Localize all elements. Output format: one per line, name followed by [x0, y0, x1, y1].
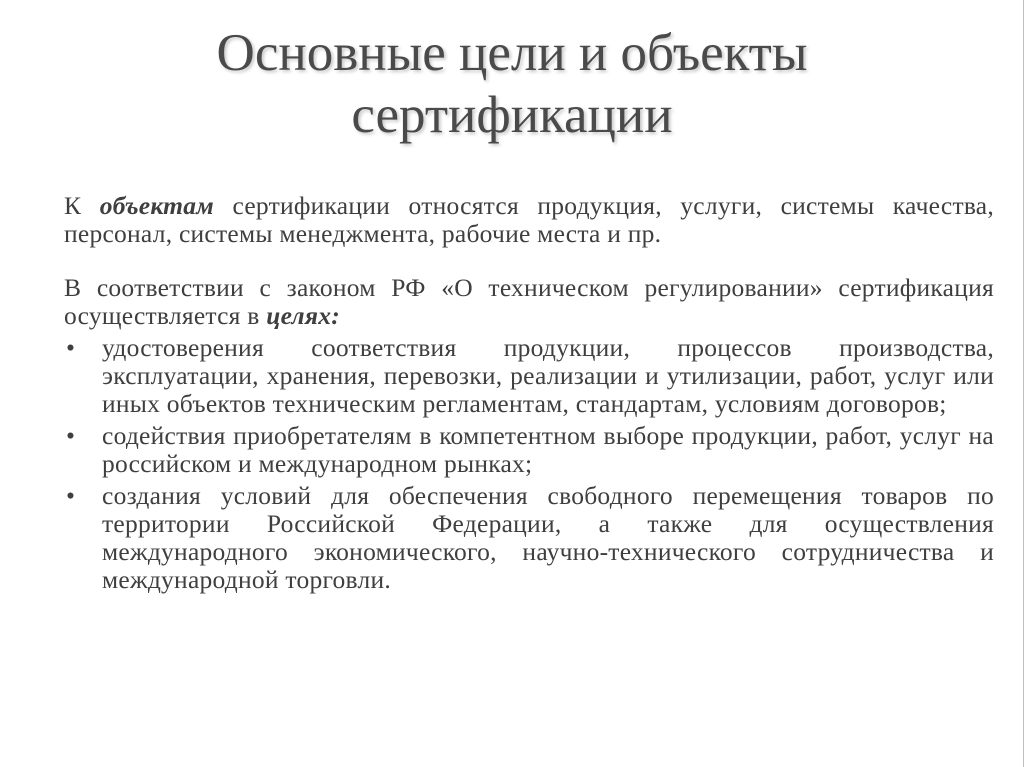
goal-text: содействия приобретателям в компетентном выборе продукции, работ, услуг на российском и международном рынках;: [102, 421, 994, 478]
goals-intro-paragraph: [64, 274, 994, 330]
bullet-icon: •: [66, 333, 76, 362]
objects-paragraph-prefix: К: [64, 191, 100, 220]
goal-text: удостоверения соответствия продукции, процессов производства, эксплуатации, хранения, перевозки, реализации и утилизации, работ, услуг или иных объектов техническим регламентам, стандартам, условиям договоров;: [102, 333, 994, 418]
goals-list: [64, 334, 994, 594]
bullet-icon: •: [66, 481, 76, 510]
goals-emphasis: целях:: [266, 301, 341, 330]
objects-emphasis: объектам: [99, 191, 214, 220]
objects-paragraph-suffix: сертификации относятся продукция, услуги, системы качества, персонал, системы менеджмента, рабочие места и пр.: [64, 191, 994, 248]
slide-body: [64, 192, 994, 598]
list-item: [64, 422, 994, 478]
goal-text: создания условий для обеспечения свободного перемещения товаров по территории Российской Федерации, а также для осуществления международного экономического, научно-технического сотрудничества и международной торговли.: [102, 481, 994, 594]
objects-paragraph: [64, 192, 994, 248]
list-item: [64, 334, 994, 418]
list-item: [64, 482, 994, 594]
bullet-icon: •: [66, 421, 76, 450]
slide-title: Основные цели и объекты сертификации: [216, 24, 808, 144]
goals-intro-prefix: В соответствии с законом РФ «О техническом регулировании» сертификация осуществляется в: [64, 273, 994, 330]
